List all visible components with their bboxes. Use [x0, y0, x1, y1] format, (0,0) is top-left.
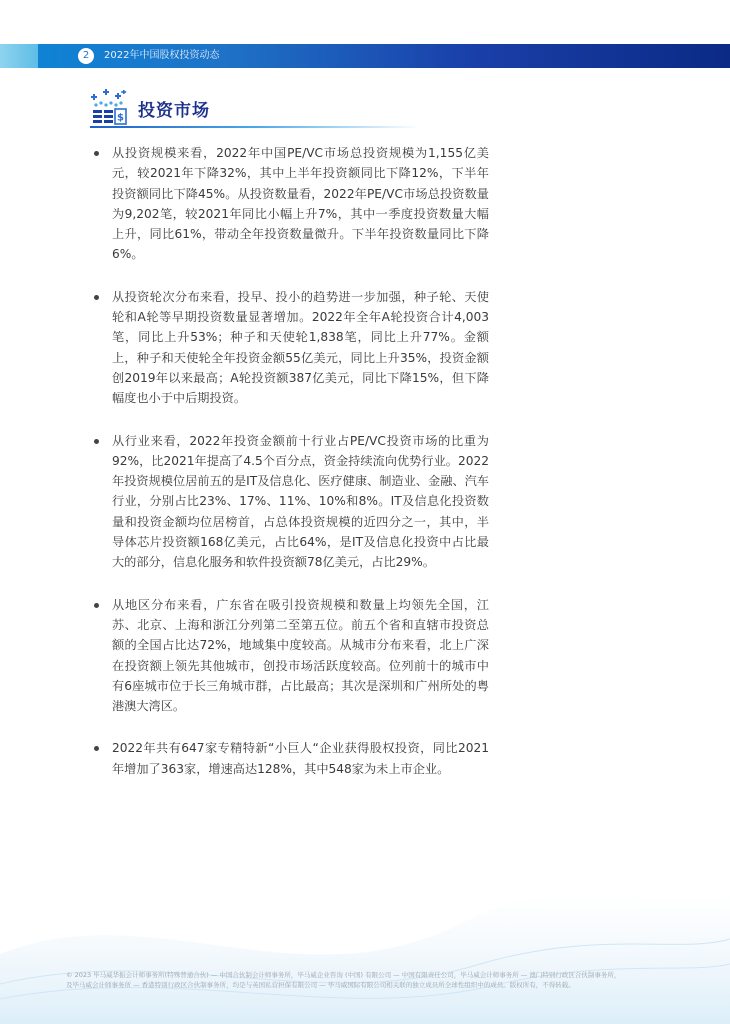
- list-item: [94, 287, 489, 409]
- header-accent-chip: [0, 44, 38, 68]
- footer-copyright: [66, 970, 686, 990]
- svg-text:$: $: [117, 112, 124, 124]
- bullet-dot-icon: [94, 295, 99, 300]
- bullet-list: [94, 143, 489, 801]
- header-title: 2022年中国股权投资动态: [104, 50, 220, 61]
- list-item: [94, 143, 489, 265]
- footer-line: © 2023 毕马威华振会计师事务所(特殊普通合伙) — 中国合伙制会计师事务所，毕马威企业咨询 (中国) 有限公司 — 中国有限责任公司，毕马威会计师事务所 — 澳门特别行政区合伙制事务所，: [66, 971, 621, 979]
- bullet-dot-icon: [94, 603, 99, 608]
- bullet-dot-icon: [94, 151, 99, 156]
- list-item: [94, 431, 489, 573]
- list-item: [94, 595, 489, 717]
- bullet-text: 从投资轮次分布来看，投早、投小的趋势进一步加强，种子轮、天使轮和A轮等早期投资数量显著增加。2022年全年A轮投资合计4,003笔，同比上升53%；种子和天使轮1,838笔，同比上升77%。金额上，种子和天使轮全年投资金额55亿美元，同比上升35%，投资金额创2019年以来最高；A轮投资额387亿美元，同比下降15%，但下降幅度也小于中后期投资。: [112, 289, 489, 406]
- footer-line: 及毕马威会计师事务所 — 香港特别行政区合伙制事务所，均是与英国私营担保有限公司 — 毕马威国际有限公司相关联的独立成员所全球性组织中的成员。版权所有，不得转载。: [66, 981, 575, 989]
- bullet-text: 从地区分布来看，广东省在吸引投资规模和数量上均领先全国，江苏、北京、上海和浙江分列第二至第五位。前五个省和直辖市投资总额的全国占比达72%，地域集中度较高。从城市分布来看，北上广深在投资额上领先其他城市，创投市场活跃度较高。位列前十的城市中有6座城市位于长三角城市群，占比最高；其次是深圳和广州所处的粤港澳大湾区。: [112, 597, 489, 714]
- list-item: [94, 738, 489, 779]
- bullet-text: 2022年共有647家专精特新“小巨人“企业获得股权投资，同比2021年增加了363家，增速高达128%，其中548家为未上市企业。: [112, 741, 489, 776]
- background-wave-pattern: [0, 834, 730, 1024]
- section-title: 投资市场: [138, 101, 210, 121]
- bullet-text: 从投资规模来看，2022年中国PE/VC市场总投资规模为1,155亿美元，较2021年下降32%，其中上半年投资额同比下降12%，下半年投资额同比下降45%。从投资数量看，2022年PE/VC市场总投资数量为9,202笔，较2021年同比小幅上升7%，其中一季度投资数量大幅上升，同比61%，带动全年投资数量微升。下半年投资数量同比下降6%。: [112, 146, 489, 262]
- chart-coins-icon: [90, 88, 128, 128]
- page-number: 2: [78, 48, 94, 64]
- title-underline: [90, 126, 420, 128]
- header-bar: [0, 44, 730, 68]
- bullet-text: 从行业来看，2022年投资金额前十行业占PE/VC投资市场的比重为92%，比2021年提高了4.5个百分点，资金持续流向优势行业。2022年投资规模位居前五的是IT及信息化、医疗健康、制造业、金融、汽车行业，分别占比23%、17%、11%、10%和8%。IT及信息化投资数量和投资金额均位居榜首，占总体投资规模的近四分之一，其中，半导体芯片投资额168亿美元，占比64%，是IT及信息化投资中占比最大的部分，信息化服务和软件投资额78亿美元，占比29%。: [112, 433, 489, 570]
- bullet-dot-icon: [94, 746, 99, 751]
- bullet-dot-icon: [94, 439, 99, 444]
